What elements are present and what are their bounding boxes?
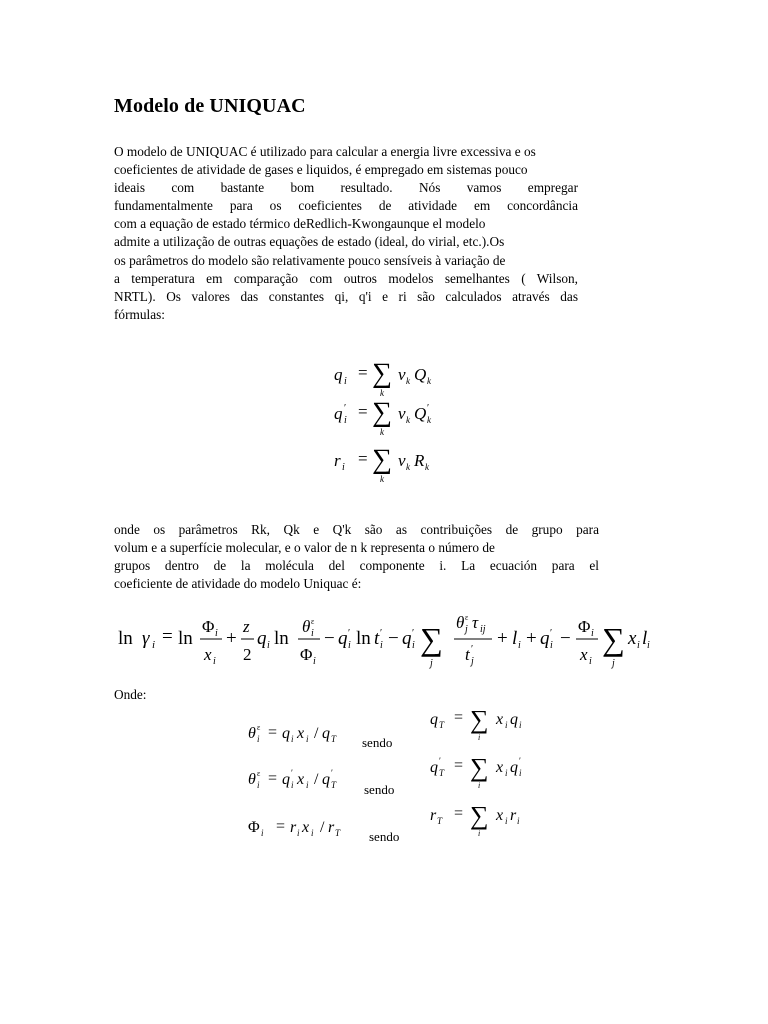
svg-text:r: r: [290, 819, 297, 836]
svg-text:θ: θ: [248, 771, 256, 788]
svg-text:2: 2: [243, 645, 252, 664]
svg-text:x: x: [302, 819, 310, 836]
svg-text:z: z: [243, 617, 250, 636]
svg-text:∑: ∑: [372, 397, 392, 428]
svg-text:=: =: [162, 626, 173, 647]
svg-text:j: j: [430, 658, 433, 669]
svg-text:+: +: [526, 628, 537, 649]
svg-text:i: i: [215, 628, 218, 639]
svg-text:ε: ε: [257, 769, 261, 778]
svg-text:x: x: [580, 645, 588, 664]
svg-text:Φ: Φ: [578, 617, 591, 636]
svg-text:=: =: [358, 402, 368, 421]
svg-text:i: i: [297, 828, 300, 838]
svg-text:k: k: [427, 415, 431, 425]
text-line: coeficiente de atividade do modelo Uniquac é:: [114, 576, 362, 592]
svg-text:i: i: [380, 640, 383, 651]
svg-text:x: x: [204, 645, 212, 664]
text-line: fórmulas:: [114, 306, 165, 322]
svg-text:′: ′: [344, 403, 347, 414]
svg-text:i: i: [344, 376, 347, 387]
svg-text:γ: γ: [142, 628, 150, 649]
svg-text:q: q: [338, 628, 348, 649]
svg-text:i: i: [257, 780, 260, 790]
svg-text:i: i: [591, 628, 594, 639]
svg-text:T: T: [331, 780, 337, 790]
svg-text:i: i: [505, 816, 508, 826]
svg-text:q: q: [322, 725, 330, 742]
svg-text:i: i: [478, 781, 481, 790]
svg-text:k: k: [380, 474, 384, 484]
text-line: O modelo de UNIQUAC é utilizado para calcular a energia livre excessiva e os: [114, 144, 536, 159]
svg-text:i: i: [505, 720, 508, 730]
svg-text:τ: τ: [472, 613, 479, 632]
svg-text:T: T: [439, 768, 445, 778]
svg-text:=: =: [454, 709, 464, 726]
svg-text:i: i: [519, 768, 522, 778]
svg-text:q: q: [282, 771, 290, 788]
svg-text:i: i: [267, 640, 270, 651]
svg-text:ε: ε: [311, 617, 315, 626]
svg-text:k: k: [425, 462, 429, 472]
svg-text:t: t: [374, 628, 380, 649]
text-line: volum e a superfície molecular, e o valor de n k representa o número de: [114, 540, 495, 556]
svg-text:i: i: [478, 829, 481, 838]
svg-text:Q: Q: [414, 365, 427, 384]
svg-text:x: x: [496, 711, 504, 728]
sendo-label: sendo: [362, 735, 393, 750]
svg-text:q: q: [322, 771, 330, 788]
svg-text:∑: ∑: [602, 621, 625, 657]
text-line: coeficientes de atividade de gases e liquidos, é empregado em sistemas pouco: [114, 162, 528, 178]
totals-definitions-equation: [426, 700, 536, 840]
q-r-definitions-equation: [330, 352, 460, 492]
svg-text:+: +: [226, 628, 237, 649]
text-line: os parâmetros do modelo são relativamente pouco sensíveis à variação de: [114, 252, 506, 268]
svg-text:l: l: [512, 628, 518, 649]
svg-text:∑: ∑: [470, 801, 489, 830]
svg-text:q: q: [334, 365, 343, 384]
sendo-label: sendo: [369, 829, 400, 844]
svg-text:i: i: [589, 656, 592, 667]
svg-text:q: q: [510, 711, 518, 728]
text-line: com a equação de estado térmico deRedlich-Kwongaunque el modelo: [114, 216, 486, 232]
svg-text:i: i: [550, 640, 553, 651]
document-title: Modelo de UNIQUAC: [114, 95, 306, 117]
svg-text:T: T: [335, 828, 341, 838]
parameters-paragraph: [114, 521, 599, 593]
onde-label: Onde:: [114, 687, 147, 702]
svg-text:′: ′: [550, 628, 553, 639]
svg-text:/: /: [314, 771, 319, 788]
svg-text:′: ′: [348, 628, 351, 639]
svg-text:−: −: [324, 628, 335, 649]
svg-text:j: j: [465, 624, 468, 635]
svg-text:j: j: [612, 658, 615, 669]
svg-text:i: i: [517, 816, 520, 826]
svg-text:=: =: [358, 449, 368, 468]
svg-text:−: −: [560, 628, 571, 649]
svg-text:i: i: [637, 640, 640, 651]
svg-text:x: x: [496, 807, 504, 824]
svg-text:k: k: [380, 427, 384, 437]
svg-text:Q: Q: [414, 404, 427, 423]
svg-text:′: ′: [291, 768, 293, 778]
svg-text:ij: ij: [480, 624, 486, 635]
svg-text:k: k: [406, 462, 410, 472]
text-line: NRTL). Os valores das constantes qi, q'i e ri são calculados através das: [114, 288, 578, 304]
svg-text:′: ′: [412, 628, 415, 639]
svg-text:θ: θ: [456, 613, 465, 632]
svg-text:ε: ε: [465, 613, 469, 622]
svg-text:i: i: [505, 768, 508, 778]
svg-text:q: q: [510, 759, 518, 776]
svg-text:T: T: [439, 720, 445, 730]
svg-text:ν: ν: [398, 404, 406, 423]
svg-text:i: i: [291, 780, 294, 790]
svg-text:′: ′: [427, 403, 430, 414]
svg-text:k: k: [406, 376, 410, 386]
intro-paragraph: [114, 143, 578, 324]
svg-text:i: i: [412, 640, 415, 651]
svg-text:q: q: [540, 628, 550, 649]
svg-text:i: i: [518, 640, 521, 651]
svg-text:∑: ∑: [420, 621, 443, 657]
svg-text:i: i: [348, 640, 351, 651]
sendo-label: sendo: [364, 782, 395, 797]
svg-text:′: ′: [471, 644, 474, 655]
text-line: a temperatura em comparação com outros modelos semelhantes ( Wilson,: [114, 270, 578, 286]
svg-text:i: i: [152, 639, 156, 651]
svg-text:Φ: Φ: [248, 819, 260, 836]
svg-text:ν: ν: [398, 365, 406, 384]
svg-text:x: x: [496, 759, 504, 776]
text-line: fundamentalmente para os coeficientes de atividade em concordância: [114, 198, 578, 214]
svg-text:Φ: Φ: [300, 645, 313, 664]
svg-text:i: i: [342, 462, 345, 473]
svg-text:R: R: [414, 451, 425, 470]
svg-text:i: i: [257, 734, 260, 744]
theta-phi-definitions-equation: [244, 712, 364, 842]
svg-text:i: i: [261, 828, 264, 838]
svg-text:′: ′: [519, 756, 521, 766]
svg-text:q: q: [257, 628, 267, 649]
svg-text:′: ′: [380, 628, 383, 639]
svg-text:x: x: [297, 771, 305, 788]
svg-text:θ: θ: [302, 617, 311, 636]
svg-text:=: =: [268, 770, 278, 787]
svg-text:r: r: [510, 807, 517, 824]
svg-text:k: k: [427, 376, 431, 386]
svg-text:ν: ν: [398, 451, 406, 470]
svg-text:q: q: [334, 404, 343, 423]
svg-text:q: q: [430, 759, 438, 776]
svg-text:i: i: [647, 640, 650, 651]
svg-text:r: r: [334, 451, 341, 470]
svg-text:T: T: [331, 734, 337, 744]
text-line: grupos dentro de la molécula del componente i. La ecuación para el: [114, 558, 599, 574]
svg-text:T: T: [437, 816, 443, 826]
svg-text:∑: ∑: [470, 753, 489, 782]
svg-text:i: i: [311, 628, 314, 639]
svg-text:x: x: [297, 725, 305, 742]
svg-text:l: l: [642, 628, 648, 649]
svg-text:i: i: [306, 780, 309, 790]
svg-text:ln: ln: [178, 628, 193, 649]
svg-text:ln: ln: [118, 628, 133, 649]
text-line: onde os parâmetros Rk, Qk e Q'k são as contribuições de grupo para: [114, 522, 599, 537]
svg-text:q: q: [402, 628, 412, 649]
svg-text:+: +: [497, 628, 508, 649]
svg-text:∑: ∑: [372, 358, 392, 389]
svg-text:/: /: [314, 725, 319, 742]
svg-text:=: =: [454, 805, 464, 822]
svg-text:−: −: [388, 628, 399, 649]
text-line: ideais com bastante bom resultado. Nós vamos empregar: [114, 180, 578, 196]
svg-text:ln: ln: [356, 628, 371, 649]
svg-text:ln: ln: [274, 628, 289, 649]
uniquac-activity-equation: [114, 606, 659, 672]
svg-text:Φ: Φ: [202, 617, 215, 636]
svg-text:i: i: [519, 720, 522, 730]
svg-text:k: k: [406, 415, 410, 425]
svg-text:i: i: [344, 415, 347, 426]
svg-text:ε: ε: [257, 723, 261, 732]
svg-text:∑: ∑: [372, 444, 392, 475]
svg-text:t: t: [465, 645, 470, 664]
svg-text:θ: θ: [248, 725, 256, 742]
svg-text:i: i: [306, 734, 309, 744]
svg-text:k: k: [380, 388, 384, 398]
svg-text:=: =: [454, 757, 464, 774]
svg-text:i: i: [291, 734, 294, 744]
svg-text:′: ′: [331, 768, 333, 778]
svg-text:/: /: [320, 819, 325, 836]
svg-text:=: =: [268, 724, 278, 741]
svg-text:j: j: [471, 656, 474, 667]
svg-text:′: ′: [439, 756, 441, 766]
svg-text:i: i: [478, 733, 481, 742]
svg-text:r: r: [328, 819, 335, 836]
svg-text:=: =: [358, 363, 368, 382]
svg-text:r: r: [430, 807, 437, 824]
text-line: admite a utilização de outras equações de estado (ideal, do virial, etc.).Os: [114, 234, 505, 250]
svg-text:i: i: [313, 656, 316, 667]
svg-text:q: q: [282, 725, 290, 742]
svg-text:q: q: [430, 711, 438, 728]
svg-text:∑: ∑: [470, 705, 489, 734]
svg-text:i: i: [213, 656, 216, 667]
svg-text:=: =: [276, 818, 286, 835]
svg-text:x: x: [628, 628, 637, 649]
svg-text:i: i: [311, 828, 314, 838]
